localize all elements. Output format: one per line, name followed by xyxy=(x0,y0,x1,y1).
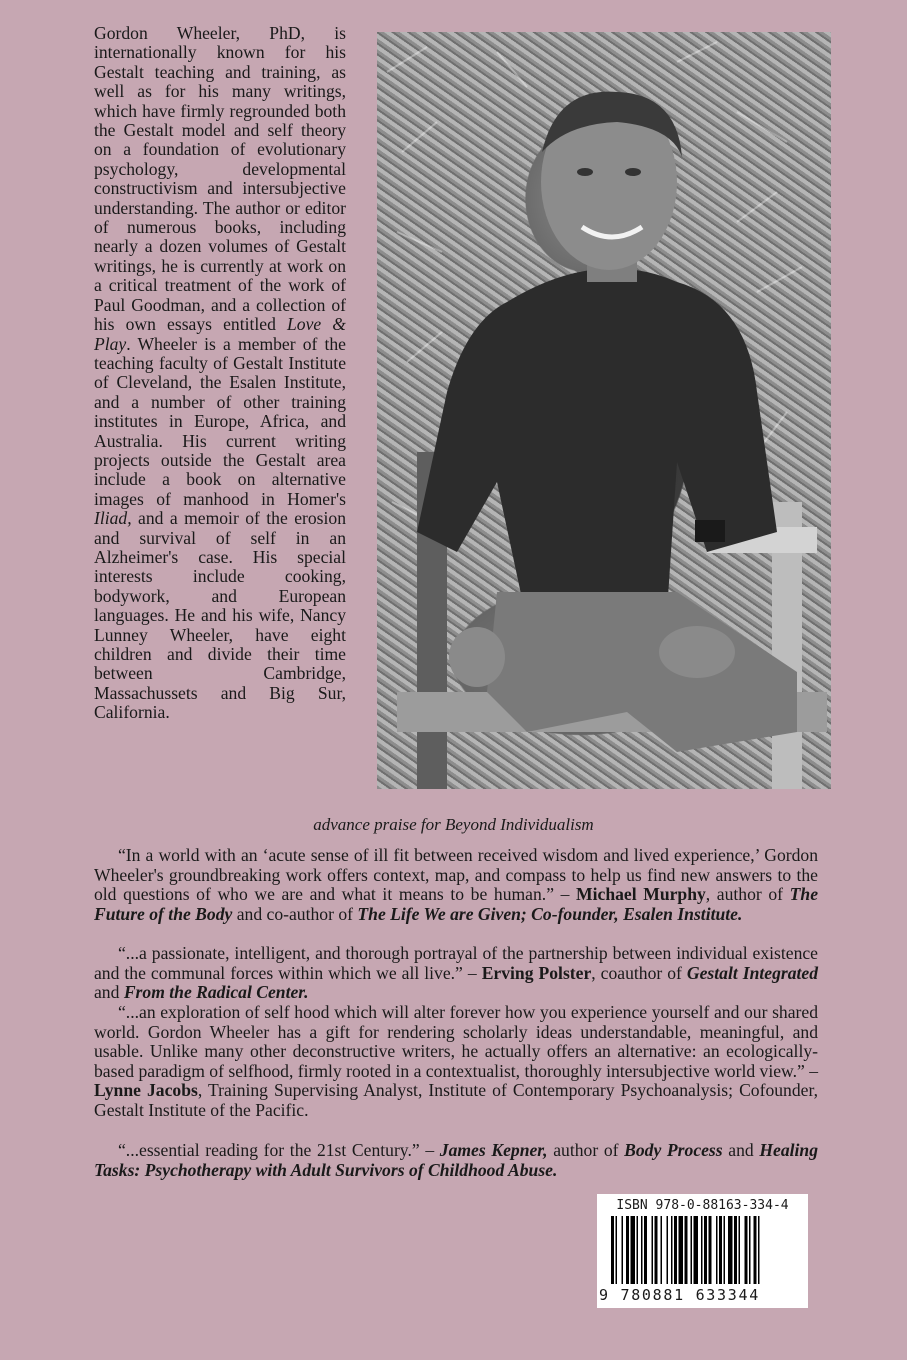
barcode-bar xyxy=(655,1216,658,1284)
barcode-bar xyxy=(716,1216,718,1284)
quote-attribution-2: and co-author of xyxy=(232,903,358,924)
quote-text: “...an exploration of self hood which will alter forever how you experience yourself and our shared world. Gordon Wheeler has a gift for rendering scholarly ideas understandable, meaningful, and usable. Unlike many other deconstructive writers, he actually offers an alternative: an ecologically-based paradigm of selfhood, firmly rooted in a contextualist, thoroughly intersubjective world view.” – xyxy=(94,1002,818,1081)
barcode-bar xyxy=(704,1216,707,1284)
barcode-bar xyxy=(734,1216,737,1284)
quote-attribution-2: and xyxy=(722,1140,760,1160)
barcode-bar xyxy=(644,1216,647,1284)
author-photo-figure xyxy=(377,32,831,789)
quote-book-title: Body Process xyxy=(624,1140,723,1160)
barcode-bar xyxy=(694,1216,699,1284)
quote-text: “...essential reading for the 21st Century.” – xyxy=(118,1140,440,1160)
barcode-bar xyxy=(622,1216,624,1284)
barcode-bar xyxy=(701,1216,703,1284)
quote-author: Lynne Jacobs xyxy=(94,1080,198,1101)
quote-attribution: , author of xyxy=(705,884,790,905)
praise-quote-jacobs xyxy=(94,1003,818,1121)
barcode-bar xyxy=(754,1216,757,1284)
barcode-bar xyxy=(652,1216,654,1284)
barcode-bar xyxy=(611,1216,614,1284)
barcode-bar xyxy=(661,1216,663,1284)
barcode-bar xyxy=(719,1216,722,1284)
barcode-bar xyxy=(671,1216,673,1284)
bio-text-2: . Wheeler is a member of the teaching faculty of Gestalt Institute of Cleveland, the Esalen Institute, and a number of other training institutes in Europe, Africa, and Australia. His current writing projects outside the Gestalt area include a book on alternative images of manhood in Homer's xyxy=(94,333,346,509)
author-bio xyxy=(94,24,346,723)
barcode-bar xyxy=(724,1216,726,1284)
barcode-bar xyxy=(709,1216,712,1284)
quote-author: Erving Polster xyxy=(481,962,592,983)
barcode-bar xyxy=(631,1216,636,1284)
barcode-bar xyxy=(745,1216,748,1284)
barcode-bar xyxy=(616,1216,618,1284)
barcode-bar xyxy=(679,1216,684,1284)
bio-book-love-and-play: Love & Play xyxy=(94,314,346,354)
quote-book-title-2: From the Radical Center. xyxy=(123,982,309,1003)
quote-author: Michael Murphy xyxy=(576,884,706,905)
quote-text: “...a passionate, intelligent, and thorough portrayal of the partnership between individual existence and the communal forces within which we all live.” – xyxy=(94,943,818,983)
barcode-bar xyxy=(739,1216,741,1284)
bio-book-iliad: Iliad, xyxy=(94,508,132,529)
barcode-bar xyxy=(674,1216,677,1284)
barcode-bar xyxy=(637,1216,639,1284)
barcode-bar xyxy=(728,1216,733,1284)
isbn-digits: 9 780881 633344 xyxy=(599,1286,760,1304)
quote-text: “In a world with an ‘acute sense of ill fit between received wisdom and lived experience,’ Gordon Wheeler's groundbreaking work offers context, map, and compass to help us find new answers to the old questions of who we are and what it means to be human.” – xyxy=(94,845,818,905)
quote-book-title: Gestalt Integrated xyxy=(686,962,819,983)
praise-heading: advance praise for Beyond Individualism xyxy=(313,815,594,834)
isbn-label: ISBN 978-0-88163-334-4 xyxy=(616,1198,789,1213)
quote-author: James Kepner, xyxy=(439,1140,548,1160)
barcode-bar xyxy=(685,1216,688,1284)
quote-attribution-2: and xyxy=(94,982,124,1003)
praise-quote-polster xyxy=(94,944,818,1003)
quote-book-title-2: The Life We are Given; Co-founder, Esalen Institute. xyxy=(357,903,743,924)
praise-quote-kepner xyxy=(94,1141,818,1180)
isbn-barcode xyxy=(597,1194,808,1308)
bio-text-1: Gordon Wheeler, PhD, is internationally known for his Gestalt teaching and training, as well as for his many writings, which have firmly regrounded both the Gestalt model and self theory on a foundation of evolutionary psychology, developmental constructivism and intersubjective understanding. The author or editor of numerous books, including nearly a dozen volumes of Gestalt writings, he is currently at work on a critical treatment of the work of Paul Goodman, and a collection of his own essays entitled xyxy=(94,23,346,335)
quote-book-title-2: Healing Tasks: Psychotherapy with Adult Survivors of Childhood Abuse. xyxy=(94,1140,818,1180)
author-photo xyxy=(377,32,831,789)
barcode-bar xyxy=(667,1216,669,1284)
barcode-bar xyxy=(626,1216,629,1284)
barcode-bar xyxy=(641,1216,643,1284)
quote-attribution: author of xyxy=(547,1140,625,1160)
barcode-bar xyxy=(749,1216,751,1284)
bio-text-3: and a memoir of the erosion and survival of self in an Alzheimer's case. His special interests include cooking, bodywork, and European languages. He and his wife, Nancy Lunney Wheeler, have eight children and divide their time between Cambridge, Massachussets and Big Sur, California. xyxy=(94,508,346,723)
praise-quote-murphy xyxy=(94,846,818,924)
barcode-bar xyxy=(758,1216,760,1284)
quote-book-title: The Future of the Body xyxy=(94,884,818,924)
quote-attribution: , coauthor of xyxy=(591,962,687,983)
barcode-bar xyxy=(691,1216,693,1284)
quote-attribution: , Training Supervising Analyst, Institute of Contemporary Psychoanalysis; Cofounder, Gestalt Institute of the Pacific. xyxy=(94,1080,819,1120)
